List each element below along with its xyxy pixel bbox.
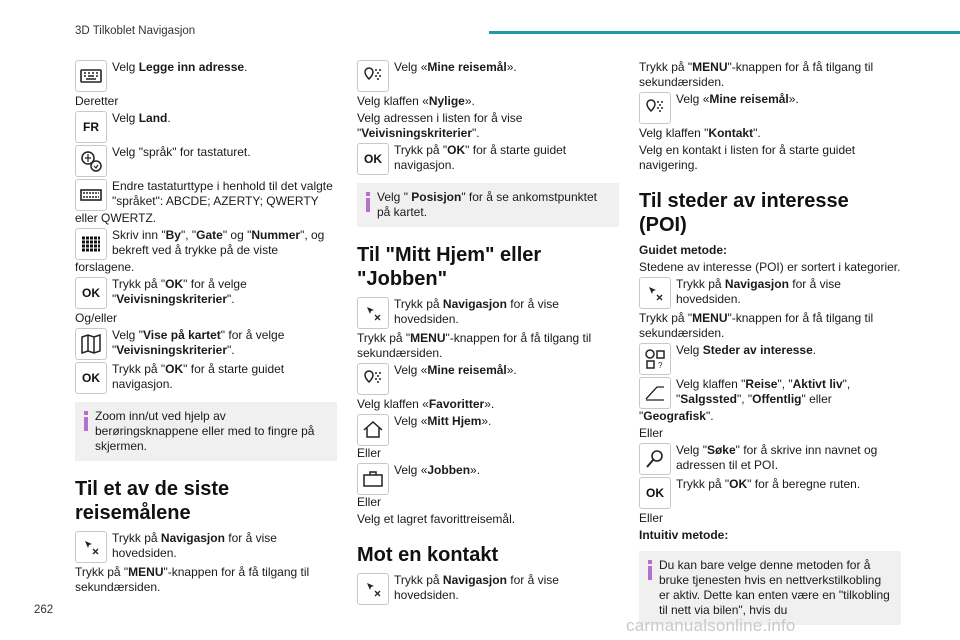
country-fr-icon: FR <box>75 111 107 143</box>
ok-button-icon: OK <box>357 143 389 175</box>
info-box-position: Velg " Posisjon" for å se ankomstpunktet på kartet. <box>357 183 619 227</box>
poi-icon <box>639 343 671 375</box>
step-show-on-map: Velg "Vise på kartet" for å velge "Veivisningskriterier". <box>75 328 337 360</box>
step-home: Velg «Mitt Hjem». <box>357 414 619 446</box>
page-number: 262 <box>34 604 54 616</box>
step-language: Velg "språk" for tastaturet. <box>75 145 337 177</box>
info-icon <box>365 190 370 220</box>
step-ok-route: OK Trykk på "OK" for å beregne ruten. <box>639 477 901 509</box>
map-icon <box>75 328 107 360</box>
header-title: 3D Tilkoblet Navigasjon <box>75 25 196 37</box>
watermark: carmanualsonline.info <box>626 616 796 635</box>
search-icon <box>639 443 671 475</box>
home-icon <box>357 414 389 446</box>
navigation-arrow-icon <box>639 277 671 309</box>
navigation-arrow-icon <box>75 531 107 563</box>
step-work: Velg «Jobben». <box>357 463 619 495</box>
text-og-eller: Og/eller <box>75 311 118 325</box>
keyboard-icon <box>75 179 107 211</box>
info-icon <box>647 558 652 618</box>
step-navigation: Trykk på Navigasjon for å vise hovedsiden. <box>75 531 337 563</box>
column-3: Trykk på "MENU"-knappen for å få tilgang til sekundærsiden. Velg «Mine reisemål». Velg klaffen "Kontakt". Velg en kontakt i listen for å starte guidet navigering. Til steder av interesse (POI) Guidet metode: Stedene av interesse (POI) er sortert i kategorier. Trykk på Navigasjon for å vise hovedsiden. Trykk på "MENU"-knappen for å få tilgang til sekundærsiden. ? Velg Steder av interesse. Velg klaffen "Reise", "Aktivt liv", "Salgssted", "Offentlig" eller "Geografisk". Eller Velg "Søke" for å skrive inn navnet og adressen til et POI. OK Trykk på "OK" for å beregne ruten. Eller Intuitiv metode: Du kan bare velge denne metoden for å bruke tjenesten hvis en nettverkstilkobling er aktiv. Dette kan enten være en "tilkobling til nett via bilen", hvis du <box>639 60 901 635</box>
step-poi: ? Velg Steder av interesse. <box>639 343 901 375</box>
keyboard-language-icon <box>75 145 107 177</box>
navigation-arrow-icon <box>357 297 389 329</box>
text-deretter: Deretter <box>75 94 119 108</box>
step-navigation: Trykk på Navigasjon for å vise hovedsiden. <box>357 297 619 329</box>
heading-poi: Til steder av interesse (POI) <box>639 190 849 236</box>
step-my-destinations: Velg «Mine reisemål». <box>639 92 901 124</box>
ok-button-icon: OK <box>75 362 107 394</box>
step-my-destinations: Velg «Mine reisemål». <box>357 363 619 395</box>
step-ok-start: OK Trykk på "OK" for å starte guidet navigasjon. <box>357 143 619 175</box>
ok-button-icon: OK <box>75 277 107 309</box>
text-menu: Trykk på "MENU"-knappen for å få tilgang til sekundærsiden. <box>75 565 310 594</box>
info-box-intuitive: Du kan bare velge denne metoden for å bruke tjenesten hvis en nettverkstilkobling er aktiv. Dette kan enten være en "tilkobling til nett via bilen", hvis du <box>639 551 901 625</box>
step-city-street: Skriv inn "By", "Gate" og "Nummer", og bekreft ved å trykke på de viste <box>75 228 337 260</box>
header-accent-bar <box>489 31 960 34</box>
navigation-arrow-icon <box>357 573 389 605</box>
step-ok-start: OK Trykk på "OK" for å starte guidet navigasjon. <box>75 362 337 394</box>
road-icon <box>639 377 671 409</box>
briefcase-icon <box>357 463 389 495</box>
column-2: Velg «Mine reisemål». Velg klaffen «Nylige». Velg adressen i listen for å vise "Veivisningskriterier". OK Trykk på "OK" for å starte guidet navigasjon. Velg " Posisjon" for å se ankomstpunktet på kartet. Til "Mitt Hjem" eller "Jobben" Trykk på Navigasjon for å vise hovedsiden. Trykk på "MENU"-knappen for å få tilgang til sekundærsiden. Velg «Mine reisemål». Velg klaffen «Favoritter». Velg «Mitt Hjem». Eller Velg «Jobben». Eller Velg et lagret favorittreisemål. Mot en kontakt Trykk på Navigasjon for å vise hovedsiden. <box>357 60 619 607</box>
step-enter-address: Velg Legge inn adresse. <box>75 60 337 92</box>
heading-contact: Mot en kontakt <box>357 544 499 566</box>
ok-button-icon: OK <box>639 477 671 509</box>
destinations-icon <box>357 60 389 92</box>
step-search: Velg "Søke" for å skrive inn navnet og adressen til et POI. <box>639 443 901 475</box>
step-navigation: Trykk på Navigasjon for å vise hovedsiden. <box>639 277 901 309</box>
keyboard-address-icon <box>75 60 107 92</box>
step-keyboard-type: Endre tastaturttype i henhold til det valgte "språket": ABCDE; AZERTY; QWERTY <box>75 179 337 211</box>
destinations-icon <box>639 92 671 124</box>
column-1: Velg Legge inn adresse. Deretter FR Velg Land. Velg "språk" for tastaturet. Endre tastaturttype i henhold til det valgte "språket": ABCDE; AZERTY; QWERTY eller QWERTZ. Skriv inn "By", "Gate" og "Nummer", og bekreft ved å trykke på de viste forslagene. OK Trykk på "OK" for å velge "Veivisningskriterier". Og/eller Velg "Vise på kartet" for å velge "Veivisningskriterier". OK Trykk på "OK" for å starte guidet navigasjon. Zoom inn/ut ved hjelp av berøringsknappene eller med to fingre på skjermen. Til et av de siste reisemålene Trykk på Navigasjon for å vise hovedsiden. Trykk på "MENU"-knappen for å få tilgang til sekundærsiden. <box>75 60 337 597</box>
step-poi-tabs: Velg klaffen "Reise", "Aktivt liv", "Salgssted", "Offentlig" eller <box>639 377 901 409</box>
heading-recent-destinations: Til et av de siste reisemålene <box>75 478 230 524</box>
info-box-zoom: Zoom inn/ut ved hjelp av berøringsknappene eller med to fingre på skjermen. <box>75 402 337 461</box>
keypad-grid-icon <box>75 228 107 260</box>
info-icon <box>83 409 88 454</box>
heading-home-work: Til "Mitt Hjem" eller "Jobben" <box>357 244 542 290</box>
step-ok-criteria: OK Trykk på "OK" for å velge "Veivisningskriterier". <box>75 277 337 309</box>
step-my-destinations: Velg «Mine reisemål». <box>357 60 619 92</box>
step-country: FR Velg Land. <box>75 111 337 143</box>
svg-text:?: ? <box>658 361 663 370</box>
destinations-icon <box>357 363 389 395</box>
step-navigation: Trykk på Navigasjon for å vise hovedsiden. <box>357 573 619 605</box>
